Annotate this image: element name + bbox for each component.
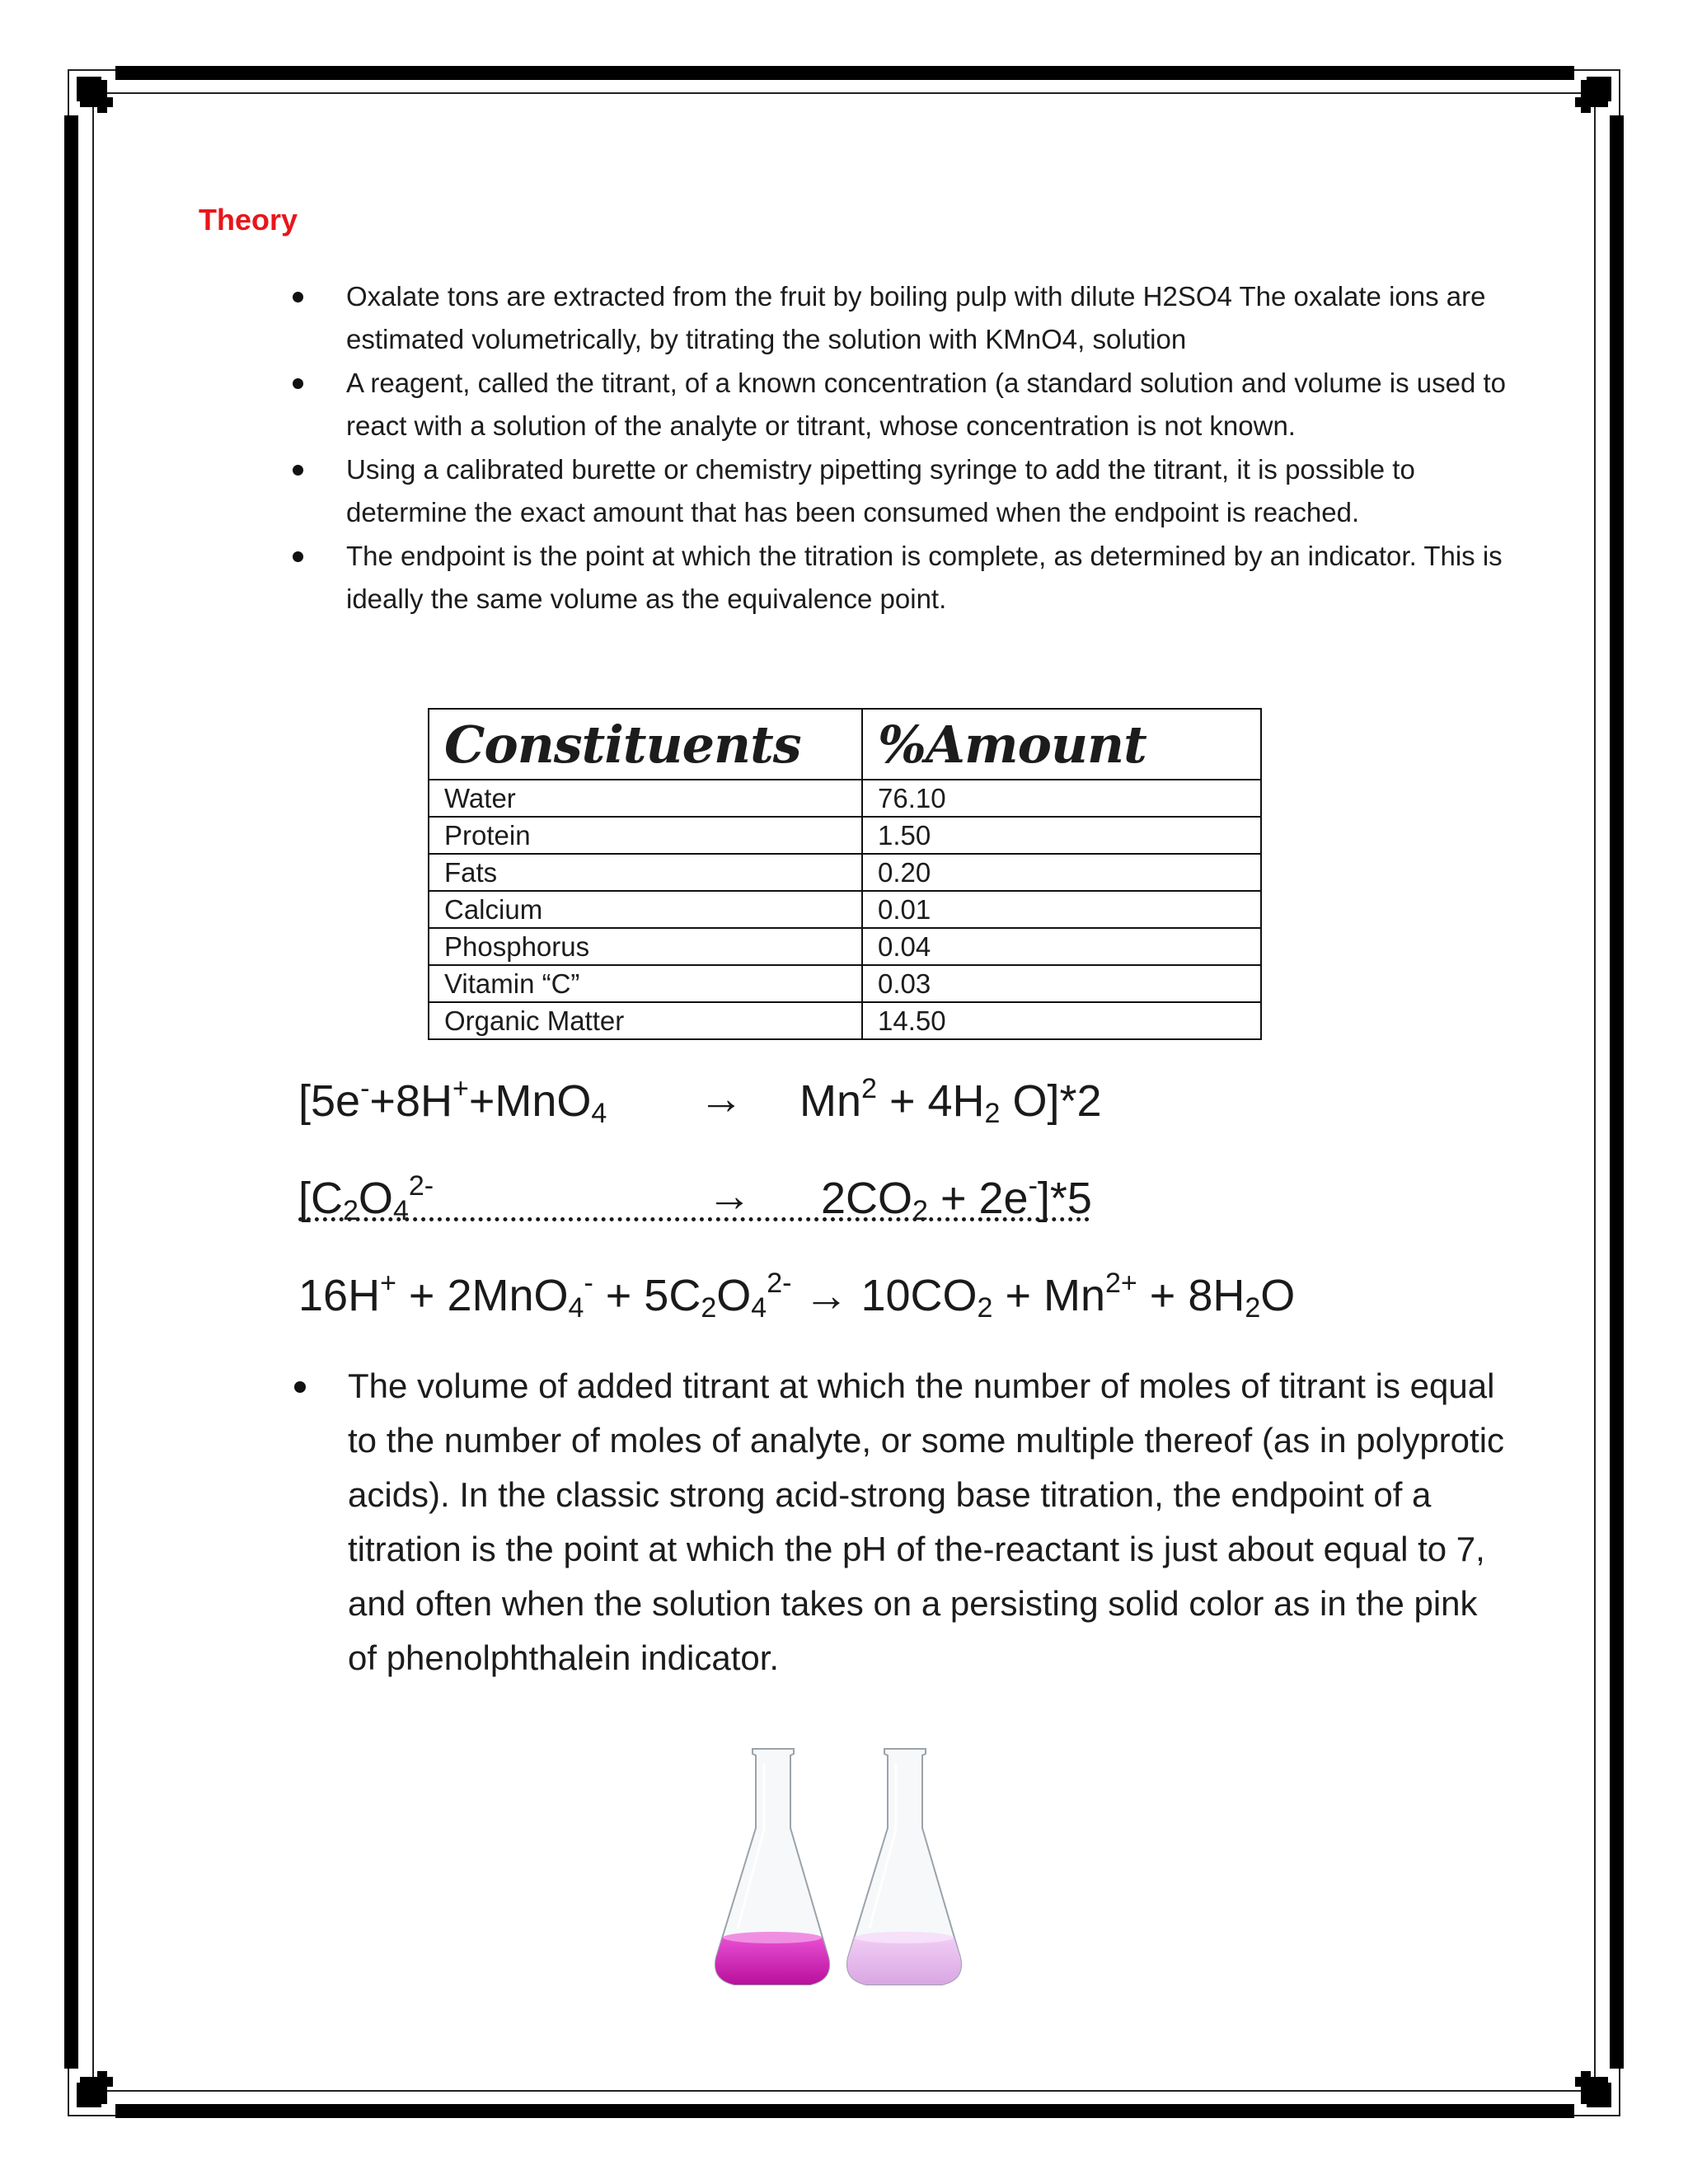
eq-text: O]*2	[1000, 1076, 1102, 1126]
eq-sub: 4	[568, 1292, 584, 1324]
eq-text: + Mn	[992, 1271, 1106, 1320]
eq-text: ]*5	[1037, 1174, 1092, 1223]
table-row	[429, 780, 1261, 817]
eq-sub: 4	[392, 1195, 409, 1226]
eq-text: 2CO	[821, 1174, 913, 1223]
list-item-text: A reagent, called the titrant, of a known concentration (a standard solution and volume is used to react with a solution of the analyte or titrant, whose concentration is not known.	[346, 368, 1507, 441]
bullet-icon	[293, 551, 303, 562]
list-item-text: Oxalate tons are extracted from the fruit by boiling pulp with dilute H2SO4 The oxalate ions are estimated volumetrically, by titrating the solution with KMnO4, solution	[346, 281, 1486, 354]
section-heading: Theory	[199, 203, 298, 237]
eq-sup: 2-	[767, 1268, 792, 1299]
table-row	[429, 854, 1261, 891]
cell-constituent: Calcium	[429, 891, 862, 928]
eq-sub: 2	[701, 1292, 717, 1324]
cell-amount: 14.50	[862, 1002, 1261, 1039]
eq-text: Mn	[799, 1076, 862, 1126]
endpoint-bullet-list	[293, 1359, 1512, 1685]
dark-pink-flask	[715, 1749, 829, 1985]
bullet-icon	[293, 378, 303, 389]
eq-text: +MnO	[468, 1076, 592, 1126]
cell-constituent: Protein	[429, 817, 862, 854]
list-item	[293, 535, 1512, 621]
cell-constituent: Organic Matter	[429, 1002, 862, 1039]
bullet-icon	[294, 1381, 306, 1393]
table-row	[429, 817, 1261, 854]
light-pink-flask	[847, 1749, 961, 1985]
cell-constituent: Vitamin “C”	[429, 965, 862, 1002]
eq-text: 16H	[298, 1271, 381, 1320]
cell-amount: 76.10	[862, 780, 1261, 817]
eq-sub: 2	[912, 1195, 928, 1226]
list-item-text: Using a calibrated burette or chemistry pipetting syringe to add the titrant, it is possible to determine the exact amount that has been consumed when the endpoint is reached.	[346, 454, 1415, 527]
equation-overall	[298, 1268, 1295, 1324]
eq-text: +8H	[369, 1076, 452, 1126]
eq-text: O	[716, 1271, 752, 1320]
cell-constituent: Fats	[429, 854, 862, 891]
eq-sup: 2	[861, 1073, 877, 1104]
list-item-text: The endpoint is the point at which the titration is complete, as determined by an indicator. This is ideally the same volume as the equivalence point.	[346, 541, 1503, 614]
eq-sup: 2-	[408, 1170, 434, 1202]
eq-text: 10CO	[860, 1271, 978, 1320]
eq-sub: 2	[977, 1292, 993, 1324]
eq-sup: -	[1028, 1170, 1038, 1202]
eq-text: O	[358, 1174, 393, 1223]
eq-text: O	[1260, 1271, 1296, 1320]
eq-text: + 2e	[927, 1174, 1029, 1223]
eq-sup: +	[380, 1268, 396, 1299]
eq-sup: -	[360, 1073, 370, 1104]
eq-text: + 5C	[593, 1271, 701, 1320]
paragraph-text: The volume of added titrant at which the number of moles of titrant is equal to the number of moles of analyte, or some multiple thereof (as in polyprotic acids). In the classic strong acid-strong base titration, the endpoint of a titration is the point at which the pH of the-reactant is just about equal to 7, and often when the solution takes on a persisting solid color as in the pink of phenolphthalein indicator.	[348, 1366, 1505, 1677]
cell-constituent: Water	[429, 780, 862, 817]
eq-text: + 4H	[876, 1076, 985, 1126]
list-item	[293, 448, 1512, 534]
cell-amount: 1.50	[862, 817, 1261, 854]
cell-amount: 0.20	[862, 854, 1261, 891]
table-header-row	[429, 709, 1261, 780]
list-item	[293, 275, 1512, 361]
eq-text: + 2MnO	[396, 1271, 569, 1320]
eq-arrow: →	[791, 1271, 861, 1320]
eq-sup: 2+	[1105, 1268, 1137, 1299]
eq-arrow: →	[699, 1074, 743, 1123]
cell-amount: 0.04	[862, 928, 1261, 965]
cell-amount: 0.01	[862, 891, 1261, 928]
list-item	[293, 1359, 1512, 1685]
table-row	[429, 891, 1261, 928]
eq-arrow: →	[707, 1171, 752, 1221]
eq-sub: 2	[1245, 1292, 1261, 1324]
eq-sub: 2	[984, 1098, 1001, 1129]
column-header-amount: %Amount	[862, 709, 1261, 780]
list-item	[293, 362, 1512, 448]
table-row	[429, 1002, 1261, 1039]
eq-sub: 2	[343, 1195, 359, 1226]
titration-flasks-image	[705, 1739, 985, 2007]
dotted-underline	[298, 1217, 1090, 1221]
table-row	[429, 928, 1261, 965]
equation-reduction-half	[298, 1073, 607, 1130]
eq-sup: +	[452, 1073, 469, 1104]
eq-sub: 4	[591, 1098, 607, 1129]
cell-constituent: Phosphorus	[429, 928, 862, 965]
bullet-icon	[293, 292, 303, 302]
arrow-icon	[707, 1170, 752, 1221]
eq-text: [C	[298, 1174, 343, 1223]
theory-bullet-list	[293, 275, 1512, 621]
eq-text: [5e	[298, 1076, 361, 1126]
eq-sub: 4	[751, 1292, 767, 1324]
bullet-icon	[293, 465, 303, 476]
eq-text: + 8H	[1137, 1271, 1245, 1320]
arrow-icon	[699, 1073, 743, 1124]
equation-reduction-products	[799, 1073, 1102, 1130]
cell-amount: 0.03	[862, 965, 1261, 1002]
constituents-table	[428, 708, 1262, 1040]
column-header-constituents: Constituents	[429, 709, 862, 780]
table-row	[429, 965, 1261, 1002]
eq-sup: -	[584, 1268, 593, 1299]
